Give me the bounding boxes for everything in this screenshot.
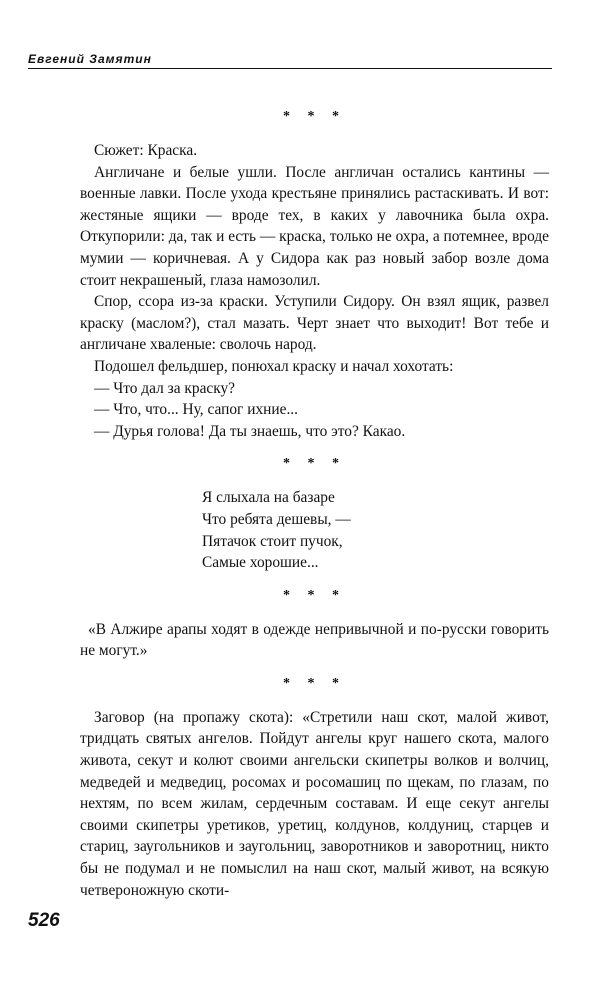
poem-verse xyxy=(202,487,549,573)
paragraph: Англичане и белые ушли. После англичан остались кантины — военные лавки. После ухода крестьяне принялись растаскивать. И вот: жестяные ящики — вроде тех, в каких у лавочника была охра. Откупорили: да, так и есть — краска, только не охра, а потемнее, вроде мумии — коричневая. А у Сидора как раз новый забор возле дома стоит некрашеный, глаза намозолил. xyxy=(80,163,549,289)
section-divider: * * * xyxy=(283,109,346,124)
section-divider: * * * xyxy=(283,675,346,691)
page-number: 526 xyxy=(28,910,60,931)
dialogue-line: — Что дал за краску? xyxy=(94,379,236,397)
quote-paragraph: «В Алжире арапы ходят в одежде непривычной и по-русски говорить не могут.» xyxy=(80,620,549,660)
dialogue-line: — Дурья голова! Да ты знаешь, что это? Какао. xyxy=(94,422,406,440)
section-divider: * * * xyxy=(283,587,346,603)
section-divider: * * * xyxy=(283,456,346,472)
paragraph: Подошел фельдшер, понюхал краску и начал хохотать: xyxy=(94,357,454,375)
author-name: Евгений Замятин xyxy=(28,52,152,66)
dialogue-line: — Что, что... Ну, сапог ихние... xyxy=(94,401,298,419)
poem-line: Самые хорошие... xyxy=(202,554,319,572)
paragraph: Сюжет: Краска. xyxy=(94,142,198,159)
running-header xyxy=(28,52,552,69)
page-body xyxy=(80,95,549,901)
paragraph: Заговор (на пропажу скота): «Стретили наш скот, малой живот, тридцать святых ангелов. Пойдут ангелы круг нашего скота, малого живота, секут и колют своими ангельски скипетры волков и волчиц, медведей и медведиц, росомах и росомашиц по щекам, по глазам, по нехтям, по всем жилам, сердечным составам. И еще секут ангелы своими скипетры уретиков, уретиц, колдунов, колдуниц, старцев и стариц, заугольников и заугольниц, заворотников и заворотниц, никто бы не подумал и не помыслил на наш скот, малый живот, на всякую четвероножную скоти- xyxy=(80,708,549,899)
paragraph: Спор, ссора из-за краски. Уступили Сидору. Он взял ящик, развел краску (маслом?), стал мазать. Черт знает что выходит! Вот тебе и англичане хваленые: сволочь народ. xyxy=(80,293,549,354)
poem-line: Пятачок стоит пучок, xyxy=(202,532,343,550)
poem-line: Я слыхала на базаре xyxy=(202,489,335,507)
poem-line: Что ребята дешевы, — xyxy=(202,510,351,528)
